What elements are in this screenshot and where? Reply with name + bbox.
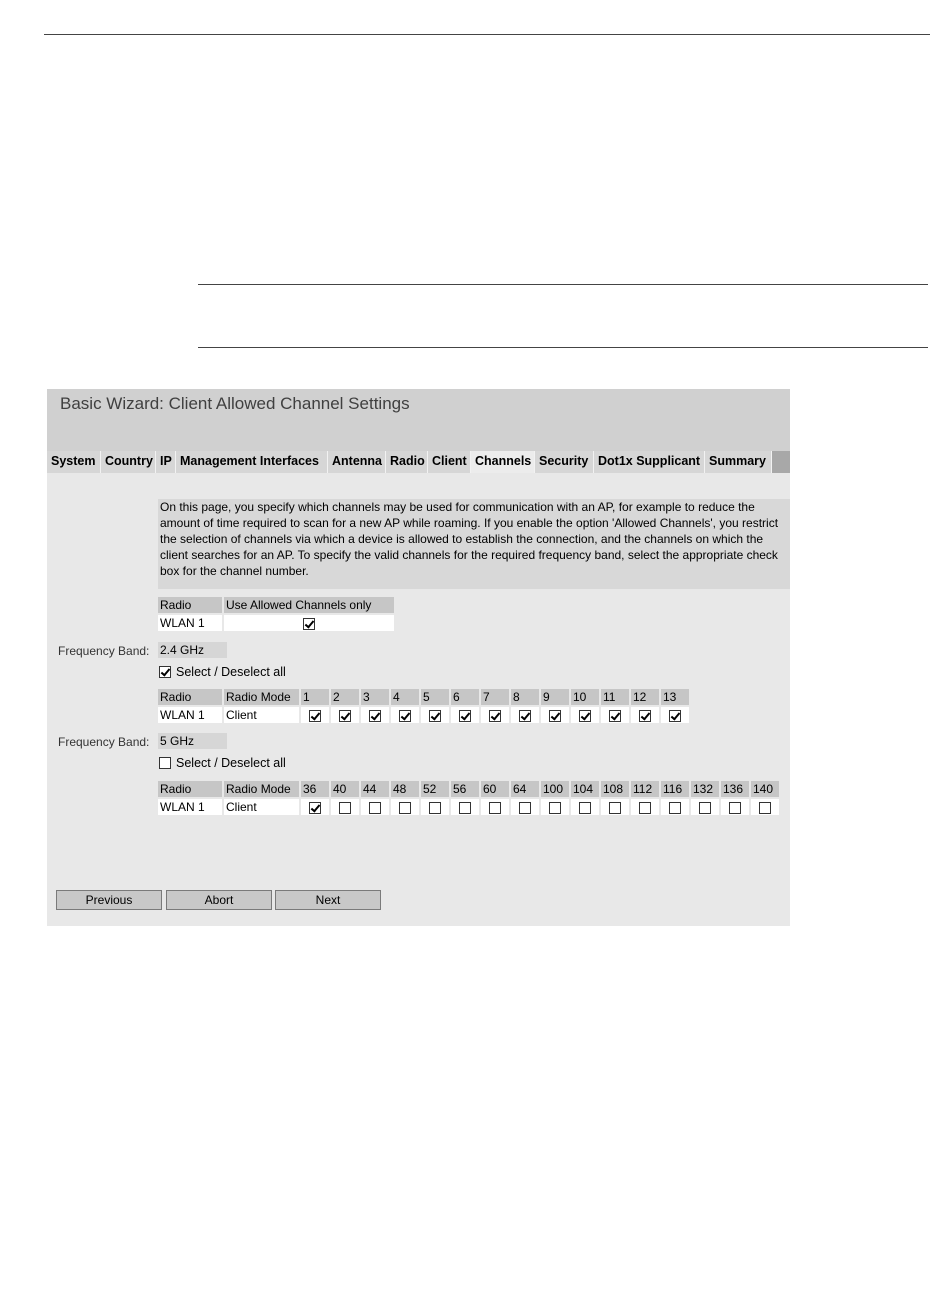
channel-header-60: 60 (481, 781, 509, 797)
channel-header-3: 3 (361, 689, 389, 705)
channel-cell-116 (661, 799, 689, 815)
channel-cell-136 (721, 799, 749, 815)
channel-checkbox-56[interactable] (459, 802, 471, 814)
channel-header-2: 2 (331, 689, 359, 705)
channel-checkbox-116[interactable] (669, 802, 681, 814)
radio-name-cell: WLAN 1 (158, 707, 222, 723)
channel-header-44: 44 (361, 781, 389, 797)
channels-table-5 (156, 779, 781, 817)
channel-checkbox-48[interactable] (399, 802, 411, 814)
channel-checkbox-60[interactable] (489, 802, 501, 814)
channel-header-12: 12 (631, 689, 659, 705)
channel-checkbox-44[interactable] (369, 802, 381, 814)
channel-header-48: 48 (391, 781, 419, 797)
channel-header-7: 7 (481, 689, 509, 705)
channel-checkbox-11[interactable] (609, 710, 621, 722)
channel-cell-100 (541, 799, 569, 815)
column-header-radio: Radio (158, 781, 222, 797)
tab-country[interactable]: Country (101, 451, 156, 473)
channel-cell-2 (331, 707, 359, 723)
channel-header-64: 64 (511, 781, 539, 797)
channel-header-52: 52 (421, 781, 449, 797)
channel-cell-56 (451, 799, 479, 815)
channel-cell-108 (601, 799, 629, 815)
channel-header-36: 36 (301, 781, 329, 797)
channel-header-9: 9 (541, 689, 569, 705)
select-all-checkbox-5[interactable] (159, 757, 171, 769)
channel-checkbox-3[interactable] (369, 710, 381, 722)
channel-checkbox-132[interactable] (699, 802, 711, 814)
channel-cell-1 (301, 707, 329, 723)
description-text: On this page, you specify which channels may be used for communication with an AP, for example to reduce the amount of time required to scan for a new AP while roaming. If you enable the option 'Allowed Channels', you restrict the selection of channels via which a device is allowed to establish the connection, and the channels on which the client searches for an AP. To specify the valid channels for the required frequency band, select the appropriate check box for the channel number. (160, 500, 779, 578)
channel-checkbox-7[interactable] (489, 710, 501, 722)
channel-checkbox-4[interactable] (399, 710, 411, 722)
tab-ip[interactable]: IP (156, 451, 176, 473)
select-all-label-5: Select / Deselect all (176, 756, 286, 770)
tab-management-interfaces[interactable]: Management Interfaces (176, 451, 328, 473)
channel-header-136: 136 (721, 781, 749, 797)
channel-cell-11 (601, 707, 629, 723)
frequency-band-value-5: 5 GHz (158, 733, 227, 749)
wizard-tab-bar (47, 451, 790, 473)
channel-checkbox-40[interactable] (339, 802, 351, 814)
channel-checkbox-108[interactable] (609, 802, 621, 814)
column-header-radio: Radio (158, 689, 222, 705)
radio-name-cell: WLAN 1 (158, 799, 222, 815)
tab-summary[interactable]: Summary (705, 451, 772, 473)
abort-button[interactable]: Abort (166, 890, 272, 910)
use-allowed-cell (224, 615, 394, 631)
channel-header-1: 1 (301, 689, 329, 705)
frequency-band-label-24: Frequency Band: (58, 644, 150, 658)
channel-header-100: 100 (541, 781, 569, 797)
wizard-panel (47, 389, 790, 926)
note-rule-bottom (198, 347, 928, 348)
channel-header-40: 40 (331, 781, 359, 797)
channel-header-5: 5 (421, 689, 449, 705)
channel-cell-10 (571, 707, 599, 723)
channel-header-132: 132 (691, 781, 719, 797)
column-header-radio: Radio (158, 597, 222, 613)
channel-cell-4 (391, 707, 419, 723)
channel-checkbox-104[interactable] (579, 802, 591, 814)
page-top-rule (44, 34, 930, 35)
channel-cell-3 (361, 707, 389, 723)
radio-mode-cell: Client (224, 799, 299, 815)
channel-header-56: 56 (451, 781, 479, 797)
note-rule-top (198, 284, 928, 285)
channel-cell-60 (481, 799, 509, 815)
channel-cell-36 (301, 799, 329, 815)
channel-cell-40 (331, 799, 359, 815)
channel-header-140: 140 (751, 781, 779, 797)
channel-checkbox-6[interactable] (459, 710, 471, 722)
channel-header-104: 104 (571, 781, 599, 797)
channel-header-116: 116 (661, 781, 689, 797)
channel-cell-104 (571, 799, 599, 815)
channel-header-108: 108 (601, 781, 629, 797)
frequency-band-label-5: Frequency Band: (58, 735, 150, 749)
channel-header-112: 112 (631, 781, 659, 797)
channel-cell-7 (481, 707, 509, 723)
channel-header-13: 13 (661, 689, 689, 705)
channel-checkbox-8[interactable] (519, 710, 531, 722)
select-all-label-24: Select / Deselect all (176, 665, 286, 679)
channel-header-11: 11 (601, 689, 629, 705)
channel-checkbox-9[interactable] (549, 710, 561, 722)
channel-header-8: 8 (511, 689, 539, 705)
channel-checkbox-1[interactable] (309, 710, 321, 722)
radio-name-cell: WLAN 1 (158, 615, 222, 631)
channel-cell-112 (631, 799, 659, 815)
page-title: Basic Wizard: Client Allowed Channel Settings (60, 394, 410, 413)
channel-cell-13 (661, 707, 689, 723)
channel-cell-9 (541, 707, 569, 723)
channel-checkbox-5[interactable] (429, 710, 441, 722)
tab-dot1x-supplicant[interactable]: Dot1x Supplicant (594, 451, 705, 473)
tab-client[interactable]: Client (428, 451, 471, 473)
select-all-checkbox-24[interactable] (159, 666, 171, 678)
channel-cell-52 (421, 799, 449, 815)
channel-cell-8 (511, 707, 539, 723)
tab-radio[interactable]: Radio (386, 451, 428, 473)
channel-cell-48 (391, 799, 419, 815)
channel-cell-12 (631, 707, 659, 723)
channel-cell-132 (691, 799, 719, 815)
column-header-radio-mode: Radio Mode (224, 781, 299, 797)
channel-cell-5 (421, 707, 449, 723)
channel-checkbox-13[interactable] (669, 710, 681, 722)
channel-checkbox-112[interactable] (639, 802, 651, 814)
select-all-24 (159, 665, 286, 679)
channel-checkbox-10[interactable] (579, 710, 591, 722)
channel-checkbox-136[interactable] (729, 802, 741, 814)
channel-checkbox-2[interactable] (339, 710, 351, 722)
next-button[interactable]: Next (275, 890, 381, 910)
channel-cell-140 (751, 799, 779, 815)
channel-checkbox-36[interactable] (309, 802, 321, 814)
channel-header-6: 6 (451, 689, 479, 705)
channel-checkbox-12[interactable] (639, 710, 651, 722)
wizard-header (47, 389, 790, 451)
use-allowed-checkbox[interactable] (303, 618, 315, 630)
allowed-channels-table (156, 595, 396, 633)
radio-mode-cell: Client (224, 707, 299, 723)
channels-table-24 (156, 687, 691, 725)
tab-system[interactable]: System (47, 451, 101, 473)
description-box (158, 499, 790, 589)
column-header-use-allowed: Use Allowed Channels only (224, 597, 394, 613)
tab-security[interactable]: Security (535, 451, 594, 473)
channel-header-4: 4 (391, 689, 419, 705)
channel-cell-64 (511, 799, 539, 815)
previous-button[interactable]: Previous (56, 890, 162, 910)
channel-header-10: 10 (571, 689, 599, 705)
channel-checkbox-140[interactable] (759, 802, 771, 814)
channel-cell-6 (451, 707, 479, 723)
channel-cell-44 (361, 799, 389, 815)
frequency-band-value-24: 2.4 GHz (158, 642, 227, 658)
tab-antenna[interactable]: Antenna (328, 451, 386, 473)
tab-channels[interactable]: Channels (471, 451, 535, 473)
select-all-5 (159, 756, 286, 770)
column-header-radio-mode: Radio Mode (224, 689, 299, 705)
channel-checkbox-100[interactable] (549, 802, 561, 814)
channel-checkbox-52[interactable] (429, 802, 441, 814)
channel-checkbox-64[interactable] (519, 802, 531, 814)
